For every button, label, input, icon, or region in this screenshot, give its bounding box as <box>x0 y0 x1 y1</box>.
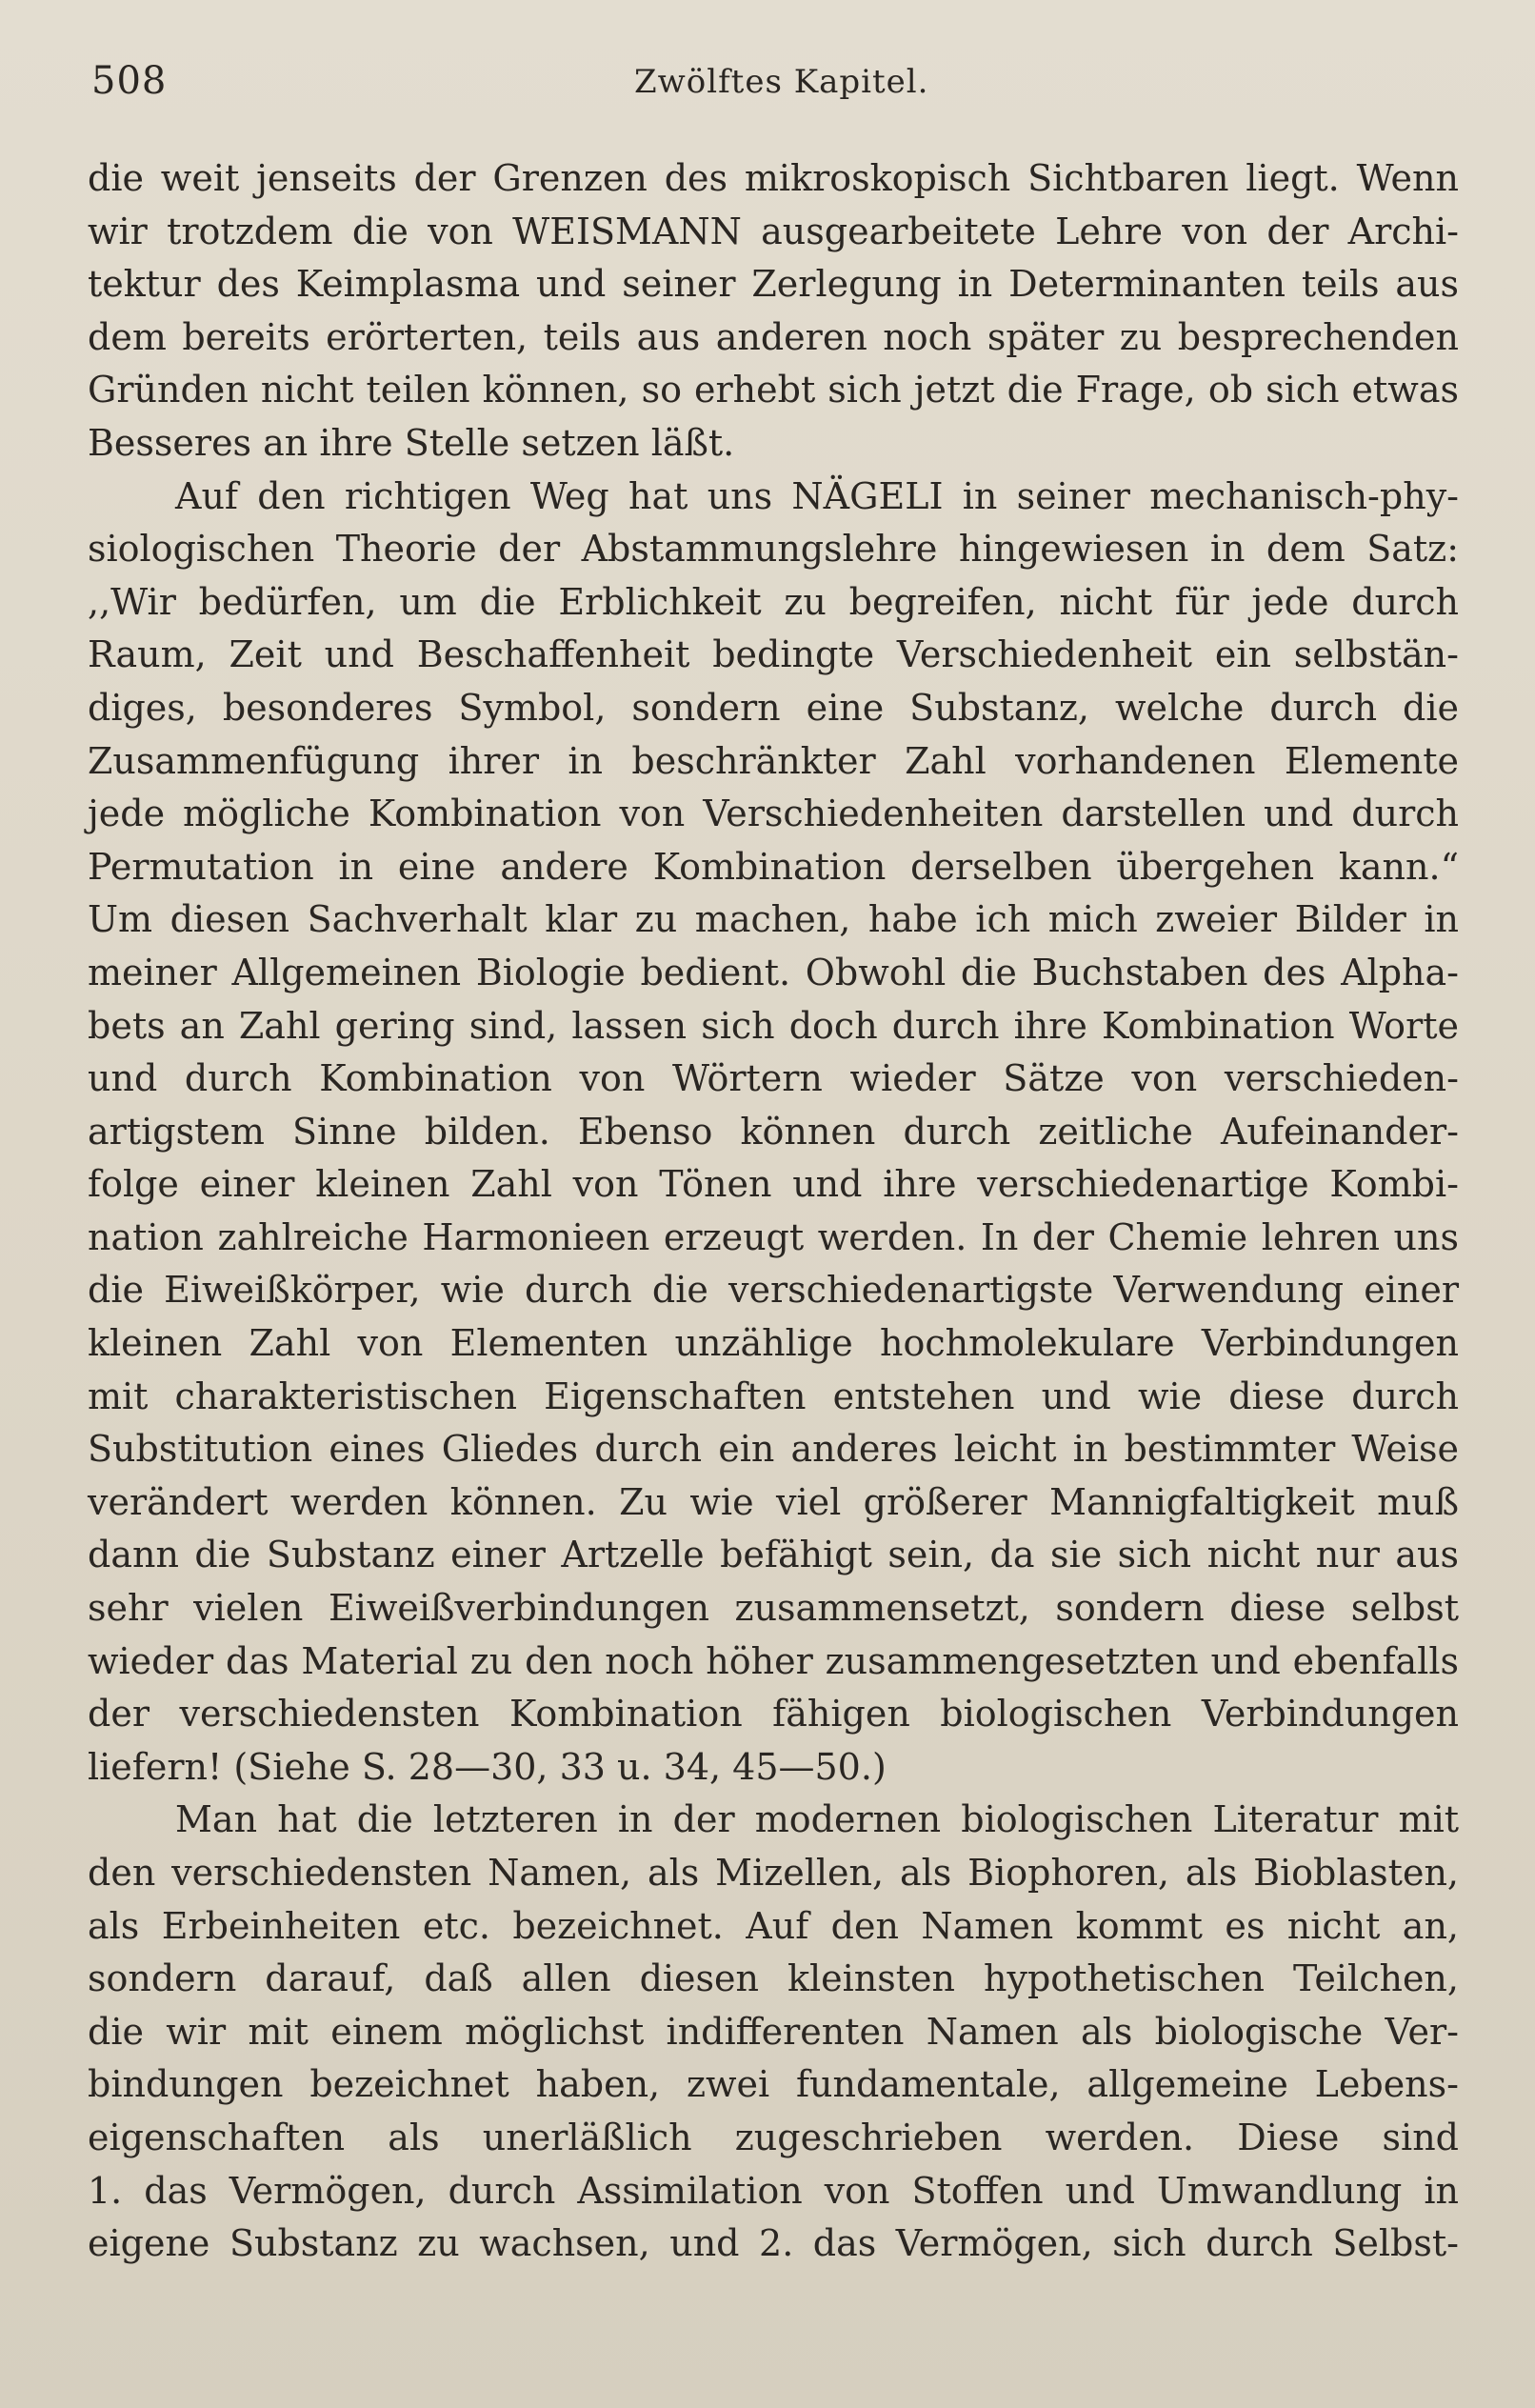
text-line: die wir mit einem möglichst indifferenten Namen als biologische Ver- <box>88 2010 1459 2053</box>
text-line: nation zahlreiche Harmonieen erzeugt werden. In der Chemie lehren uns <box>88 1215 1459 1258</box>
text-line: ,,Wir bedürfen, um die Erblichkeit zu begreifen, nicht für jede durch <box>88 580 1459 623</box>
text-line: wieder das Material zu den noch höher zusammengesetzten und ebenfalls <box>88 1639 1459 1682</box>
text-line: folge einer kleinen Zahl von Tönen und ihre verschiedenartige Kombi- <box>88 1163 1459 1206</box>
text-line: Um diesen Sachverhalt klar zu machen, habe ich mich zweier Bilder in <box>88 898 1459 941</box>
text-line: meiner Allgemeinen Biologie bedient. Obwohl die Buchstaben des Alpha- <box>88 951 1459 993</box>
text-line: Besseres an ihre Stelle setzen läßt. <box>88 421 735 464</box>
text-line: Substitution eines Gliedes durch ein anderes leicht in bestimmter Weise <box>88 1428 1459 1471</box>
text-line: bets an Zahl gering sind, lassen sich doch durch ihre Kombination Worte <box>88 1004 1459 1047</box>
paragraph <box>88 152 1459 471</box>
text-line: Gründen nicht teilen können, so erhebt sich jetzt die Frage, ob sich etwas <box>88 369 1459 411</box>
text-line: der verschiedensten Kombination fähigen biologischen Verbindungen <box>88 1693 1459 1736</box>
text-line: mit charakteristischen Eigenschaften entstehen und wie diese durch <box>88 1375 1459 1417</box>
running-head: Zwölftes Kapitel. <box>634 63 929 101</box>
text-line: die Eiweißkörper, wie durch die verschiedenartigste Verwendung einer <box>88 1269 1459 1312</box>
text-line: sehr vielen Eiweißverbindungen zusammensetzt, sondern diese selbst <box>88 1587 1459 1630</box>
text-line: Auf den richtigen Weg hat uns NÄGELI in seiner mechanisch-phy- <box>175 474 1459 517</box>
text-line: als Erbeinheiten etc. bezeichnet. Auf den Namen kommt es nicht an, <box>88 1904 1459 1947</box>
text-line: liefern! (Siehe S. 28—30, 33 u. 34, 45—50.) <box>88 1745 887 1788</box>
text-line: Raum, Zeit und Beschaffenheit bedingte Verschiedenheit ein selbstän- <box>88 633 1459 676</box>
body-text <box>88 152 1459 2271</box>
text-line: wir trotzdem die von WEISMANN ausgearbeitete Lehre von der Archi- <box>88 210 1459 252</box>
text-line: jede mögliche Kombination von Verschiedenheiten darstellen und durch <box>88 793 1459 835</box>
paragraph <box>88 471 1459 1795</box>
text-line: siologischen Theorie der Abstammungslehre hingewiesen in dem Satz: <box>88 528 1459 571</box>
text-line: Man hat die letzteren in der modernen biologischen Literatur mit <box>175 1798 1459 1841</box>
text-line: verändert werden können. Zu wie viel größerer Mannigfaltigkeit muß <box>88 1480 1459 1523</box>
text-line: den verschiedensten Namen, als Mizellen, als Biophoren, als Bioblasten, <box>88 1852 1459 1894</box>
text-line: 1. das Vermögen, durch Assimilation von Stoffen und Umwandlung in <box>88 2169 1459 2212</box>
text-line: diges, besonderes Symbol, sondern eine Substanz, welche durch die <box>88 686 1459 729</box>
paragraph <box>88 1794 1459 2270</box>
text-line: tektur des Keimplasma und seiner Zerlegung in Determinanten teils aus <box>88 263 1459 306</box>
text-line: sondern darauf, daß allen diesen kleinsten hypothetischen Teilchen, <box>88 1957 1459 2000</box>
text-line: bindungen bezeichnet haben, zwei fundamentale, allgemeine Lebens- <box>88 2063 1459 2106</box>
page-header <box>91 59 1463 107</box>
text-line: kleinen Zahl von Elementen unzählige hochmolekulare Verbindungen <box>88 1322 1459 1365</box>
text-line: eigenschaften als unerläßlich zugeschrieben werden. Diese sind <box>88 2116 1459 2158</box>
text-line: Permutation in eine andere Kombination derselben übergehen kann.“ <box>88 845 1459 888</box>
text-line: eigene Substanz zu wachsen, und 2. das Vermögen, sich durch Selbst- <box>88 2222 1459 2265</box>
text-line: und durch Kombination von Wörtern wieder Sätze von verschieden- <box>88 1057 1459 1100</box>
text-line: die weit jenseits der Grenzen des mikroskopisch Sichtbaren liegt. Wenn <box>88 157 1459 199</box>
text-line: artigstem Sinne bilden. Ebenso können durch zeitliche Aufeinander- <box>88 1110 1459 1153</box>
text-line: Zusammenfügung ihrer in beschränkter Zahl vorhandenen Elemente <box>88 739 1459 782</box>
text-line: dann die Substanz einer Artzelle befähigt sein, da sie sich nicht nur aus <box>88 1534 1459 1576</box>
text-line: dem bereits erörterten, teils aus anderen noch später zu besprechenden <box>88 315 1459 358</box>
page-number: 508 <box>91 59 168 103</box>
